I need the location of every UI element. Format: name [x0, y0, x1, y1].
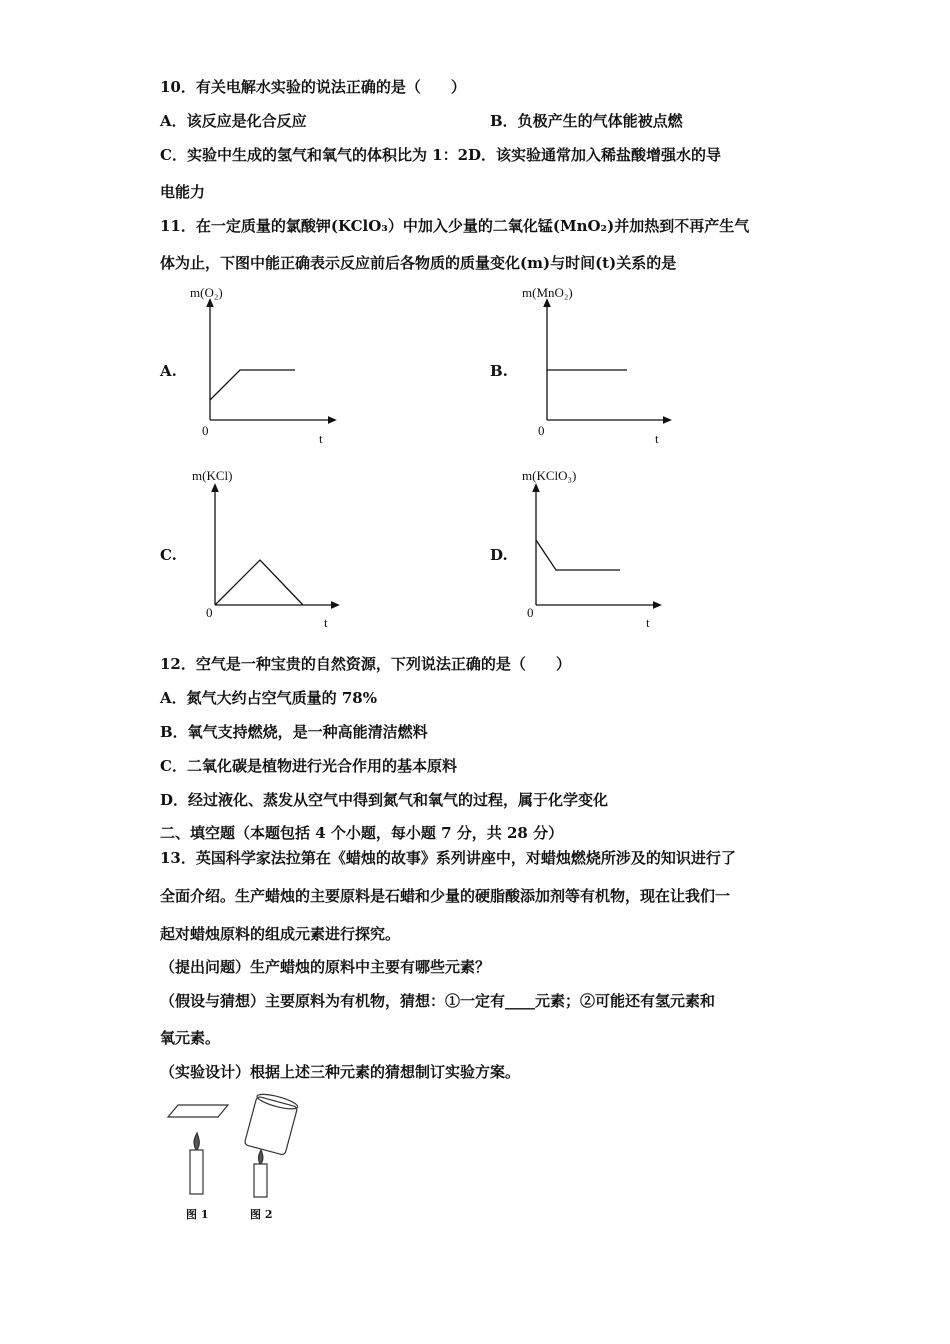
- flame-2: [258, 1150, 262, 1164]
- q11-option-c: C.: [160, 546, 177, 564]
- graph-c-xlabel: t: [324, 615, 328, 630]
- q12-option-c: C．二氧化碳是植物进行光合作用的基本原料: [160, 757, 457, 775]
- q11-option-a: A.: [160, 362, 177, 380]
- q12-option-b: B．氧气支持燃烧，是一种高能清洁燃料: [160, 723, 428, 741]
- q10-stem: 10．有关电解水实验的说法正确的是（ ）: [160, 78, 466, 96]
- q11-stem-1: 11．在一定质量的氯酸钾(KClO₃）中加入少量的二氧化锰(MnO₂)并加热到不再产生气: [160, 217, 750, 235]
- graph-c-curve: [215, 560, 303, 605]
- graph-a-ylabel: m(O₂): [190, 285, 223, 300]
- q13-line-1: 13．英国科学家法拉第在《蜡烛的故事》系列讲座中，对蜡烛燃烧所涉及的知识进行了: [160, 849, 736, 867]
- graph-a-origin: 0: [202, 423, 209, 438]
- graph-a-curve: [210, 370, 295, 400]
- graph-d-ylabel: m(KClO₃): [522, 468, 577, 483]
- figure-1-caption: 图 1: [186, 1208, 209, 1221]
- glass-plate: [168, 1105, 228, 1117]
- graph-d-xlabel: t: [646, 615, 650, 630]
- q13-line-2: 全面介绍。生产蜡烛的主要原料是石蜡和少量的硬脂酸添加剂等有机物，现在让我们一: [160, 887, 731, 905]
- graph-a-xlabel: t: [319, 431, 323, 446]
- figure-2-caption: 图 2: [250, 1208, 273, 1221]
- q10-option-cd: C．实验中生成的氢气和氧气的体积比为 1：2D．该实验通常加入稀盐酸增强水的导: [160, 146, 722, 164]
- q13-line-5: （假设与猜想）主要原料为有机物，猜想：①一定有____元素；②可能还有氢元素和: [160, 992, 716, 1010]
- candle-1: [190, 1150, 203, 1194]
- graph-c: [215, 487, 336, 605]
- graph-b-xlabel: t: [655, 431, 659, 446]
- q13-line-3: 起对蜡烛原料的组成元素进行探究。: [160, 925, 401, 943]
- graph-d-curve: [536, 540, 620, 570]
- graph-b: [547, 302, 668, 420]
- q13-line-4: （提出问题）生产蜡烛的原料中主要有哪些元素？: [160, 958, 491, 976]
- graph-b-origin: 0: [538, 423, 545, 438]
- graph-c-origin: 0: [206, 605, 213, 620]
- beaker: [244, 1091, 299, 1155]
- graph-c-ylabel: m(KCl): [192, 468, 233, 483]
- candle-figures: [168, 1091, 299, 1197]
- q12-stem: 12．空气是一种宝贵的自然资源，下列说法正确的是（ ）: [160, 655, 571, 673]
- flame-1: [194, 1133, 199, 1150]
- q10-option-b: B．负极产生的气体能被点燃: [490, 112, 683, 130]
- q13-line-7: （实验设计）根据上述三种元素的猜想制订实验方案。: [160, 1063, 521, 1081]
- q10-option-d-cont: 电能力: [160, 183, 206, 201]
- graph-b-ylabel: m(MnO₂): [522, 285, 573, 300]
- candle-2: [254, 1164, 267, 1197]
- graph-a: [210, 302, 333, 420]
- q12-option-d: D．经过液化、蒸发从空气中得到氮气和氧气的过程，属于化学变化: [160, 791, 609, 809]
- q11-option-d: D.: [490, 546, 508, 564]
- q12-option-a: A．氮气大约占空气质量的 78%: [160, 689, 377, 707]
- graph-d: [536, 487, 658, 605]
- graph-d-origin: 0: [527, 605, 534, 620]
- q13-line-6: 氧元素。: [160, 1029, 221, 1047]
- q10-option-a: A．该反应是化合反应: [160, 112, 307, 130]
- q11-stem-2: 体为止，下图中能正确表示反应前后各物质的质量变化(m)与时间(t)关系的是: [160, 254, 677, 272]
- q11-option-b: B.: [490, 362, 508, 380]
- section-2-heading: 二、填空题（本题包括 4 个小题，每小题 7 分，共 28 分）: [160, 824, 564, 842]
